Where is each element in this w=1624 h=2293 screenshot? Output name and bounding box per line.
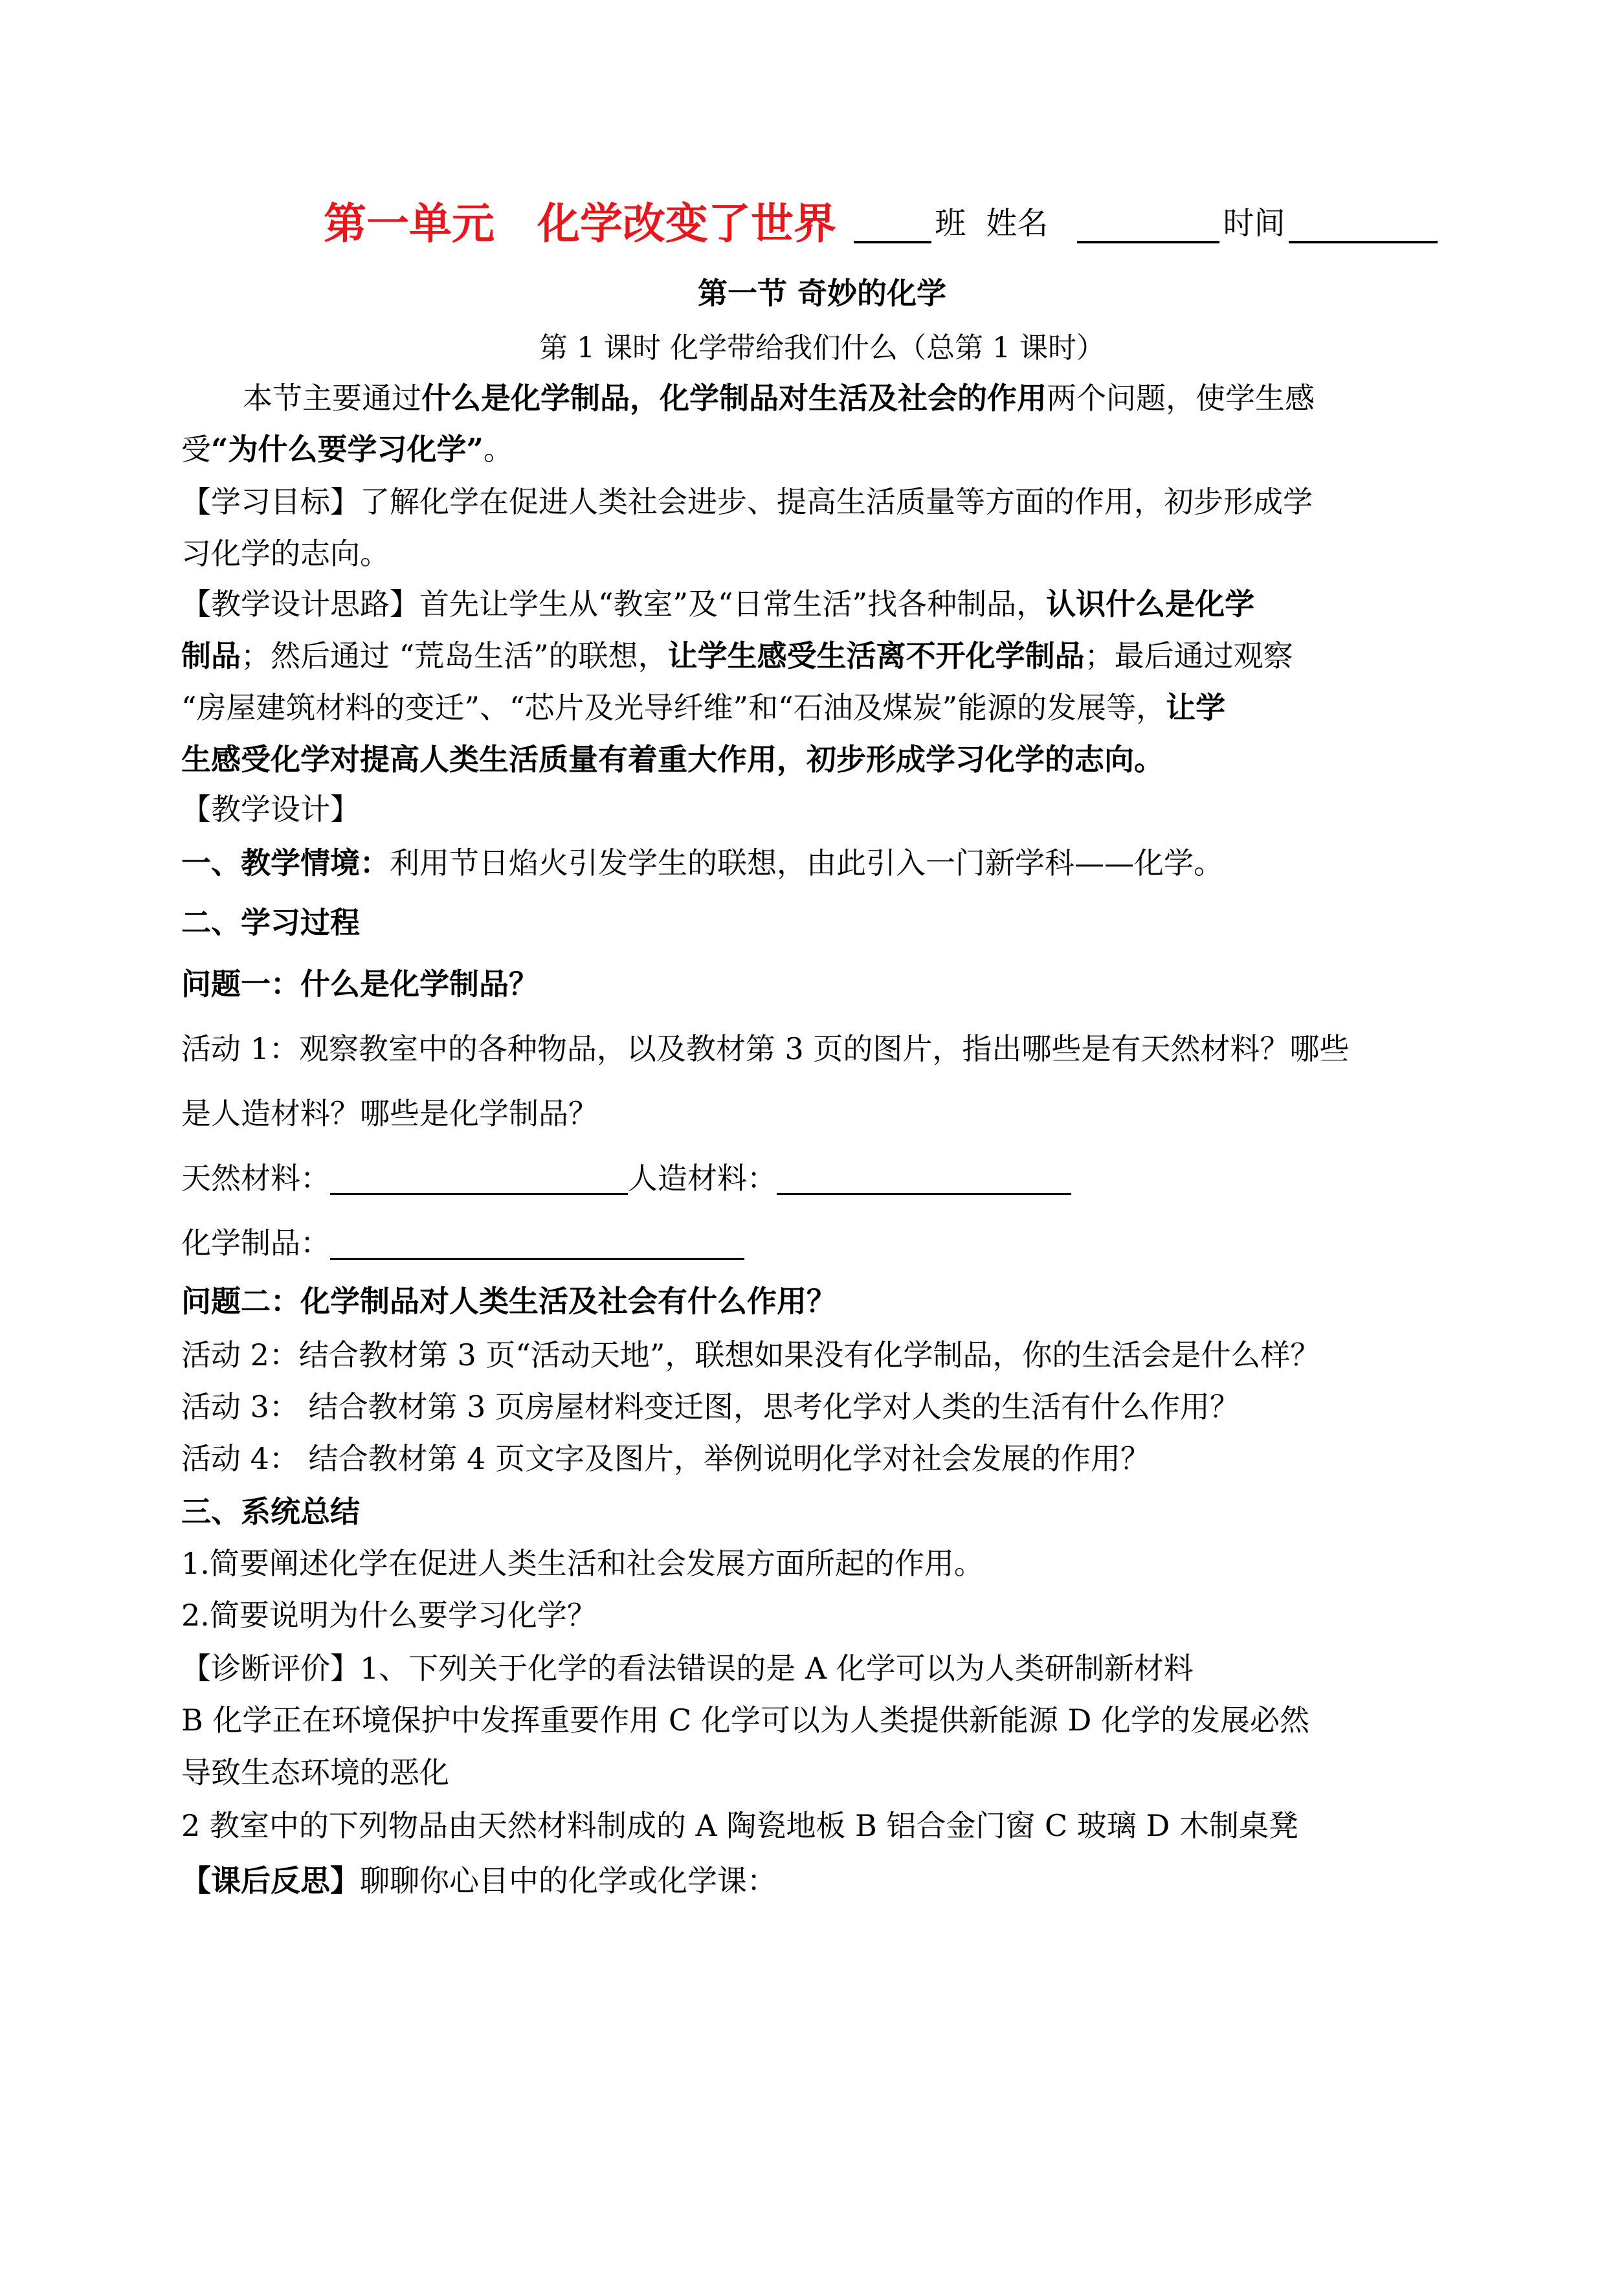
reflection-label: 【课后反思】 xyxy=(181,1863,360,1898)
activity-1-line-2: 是人造材料？哪些是化学制品？ xyxy=(181,1096,598,1131)
artificial-material-label: 人造材料： xyxy=(628,1161,777,1196)
summary-item-2: 2.简要说明为什么要学习化学？ xyxy=(181,1598,597,1633)
material-blanks-row xyxy=(181,1159,1463,1198)
design-idea-line-1 xyxy=(181,585,1463,623)
class-blank[interactable] xyxy=(854,202,931,243)
diagnosis-line-2: B 化学正在环境保护中发挥重要作用 C 化学可以为人类提供新能源 D 化学的发展必然 xyxy=(181,1703,1309,1738)
process-heading: 二、学习过程 xyxy=(181,905,360,940)
artificial-material-blank[interactable] xyxy=(777,1162,1071,1195)
summary-heading: 三、系统总结 xyxy=(181,1494,360,1529)
reflection-line xyxy=(181,1861,1463,1900)
design-idea-bold: 认识什么是化学 xyxy=(1046,587,1255,621)
time-blank[interactable] xyxy=(1289,202,1438,243)
design-idea-line-4: 生感受化学对提高人类生活质量有着重大作用，初步形成学习化学的志向。 xyxy=(181,742,1164,777)
diagnosis-label: 【诊断评价】 xyxy=(181,1651,360,1686)
design-idea-text: ；最后通过观察 xyxy=(1084,638,1293,673)
header-row xyxy=(324,194,1463,252)
chemical-product-label: 化学制品： xyxy=(181,1225,330,1260)
intro-bold: “为什么要学习化学” xyxy=(211,432,484,467)
natural-material-label: 天然材料： xyxy=(181,1161,330,1196)
reflection-text: 聊聊你心目中的化学或化学课： xyxy=(360,1863,777,1898)
diagnosis-text: 1、下列关于化学的看法错误的是 A 化学可以为人类研制新材料 xyxy=(360,1651,1194,1686)
intro-bold: 什么是化学制品，化学制品对生活及社会的作用 xyxy=(421,381,1047,416)
chemical-product-blank[interactable] xyxy=(330,1227,744,1260)
goal-label: 【学习目标】 xyxy=(181,484,360,519)
design-idea-text: “房屋建筑材料的变迁”、“芯片及光导纤维”和“石油及煤炭”能源的发展等， xyxy=(181,690,1166,725)
section-title: 第一节 奇妙的化学 xyxy=(697,276,946,311)
design-idea-text: 首先让学生从“教室”及“日常生活”找各种制品， xyxy=(419,587,1047,621)
intro-text: 两个问题，使学生感 xyxy=(1047,381,1315,416)
summary-item-1: 1.简要阐述化学在促进人类生活和社会发展方面所起的作用。 xyxy=(181,1546,984,1581)
design-idea-bold: 让学生感受生活离不开化学制品 xyxy=(667,638,1085,673)
question-1: 问题一：什么是化学制品？ xyxy=(181,967,539,1001)
intro-line-2 xyxy=(181,430,1463,469)
situation-text: 利用节日焰火引发学生的联想，由此引入一门新学科——化学。 xyxy=(390,845,1223,880)
unit-title: 第一单元 化学改变了世界 xyxy=(324,198,836,249)
class-label: 班 xyxy=(935,205,966,241)
question-2: 问题二：化学制品对人类生活及社会有什么作用？ xyxy=(181,1284,836,1319)
intro-text: 。 xyxy=(483,432,513,467)
intro-line-1 xyxy=(181,379,1463,418)
name-label: 姓名 xyxy=(986,205,1049,241)
chemical-blank-row xyxy=(181,1224,1463,1262)
activity-1-line-1: 活动 1：观察教室中的各种物品，以及教材第 3 页的图片，指出哪些是有天然材料？哪些 xyxy=(181,1031,1350,1066)
natural-material-blank[interactable] xyxy=(330,1162,628,1195)
design-idea-line-3 xyxy=(181,688,1463,727)
lesson-title: 第 1 课时 化学带给我们什么（总第 1 课时） xyxy=(539,331,1105,364)
design-idea-line-2 xyxy=(181,636,1463,675)
activity-4: 活动 4： 结合教材第 4 页文字及图片，举例说明化学对社会发展的作用？ xyxy=(181,1441,1151,1476)
activity-2: 活动 2：结合教材第 3 页“活动天地”，联想如果没有化学制品，你的生活会是什么样？ xyxy=(181,1337,1320,1372)
design-label: 【教学设计】 xyxy=(181,792,360,827)
goal-line-2: 习化学的志向。 xyxy=(181,536,390,571)
goal-text: 了解化学在促进人类社会进步、提高生活质量等方面的作用，初步形成学 xyxy=(360,484,1313,519)
design-idea-bold: 让学 xyxy=(1166,690,1226,725)
diagnosis-question-2: 2 教室中的下列物品由天然材料制成的 A 陶瓷地板 B 铝合金门窗 C 玻璃 D 木制桌凳 xyxy=(181,1808,1298,1843)
time-label: 时间 xyxy=(1223,205,1285,241)
diagnosis-line-3: 导致生态环境的恶化 xyxy=(181,1755,449,1790)
name-blank[interactable] xyxy=(1077,202,1219,243)
design-idea-text: ；然后通过 “荒岛生活”的联想， xyxy=(241,638,668,673)
intro-text: 受 xyxy=(181,432,211,467)
goal-line-1 xyxy=(181,482,1463,521)
activity-3: 活动 3： 结合教材第 3 页房屋材料变迁图，思考化学对人类的生活有什么作用？ xyxy=(181,1389,1240,1424)
design-idea-bold: 制品 xyxy=(181,638,241,673)
situation-label: 一、教学情境： xyxy=(181,845,390,880)
diagnosis-line-1 xyxy=(181,1649,1463,1688)
intro-text: 本节主要通过 xyxy=(243,381,421,416)
design-idea-label: 【教学设计思路】 xyxy=(181,587,419,621)
situation-line xyxy=(181,844,1463,882)
